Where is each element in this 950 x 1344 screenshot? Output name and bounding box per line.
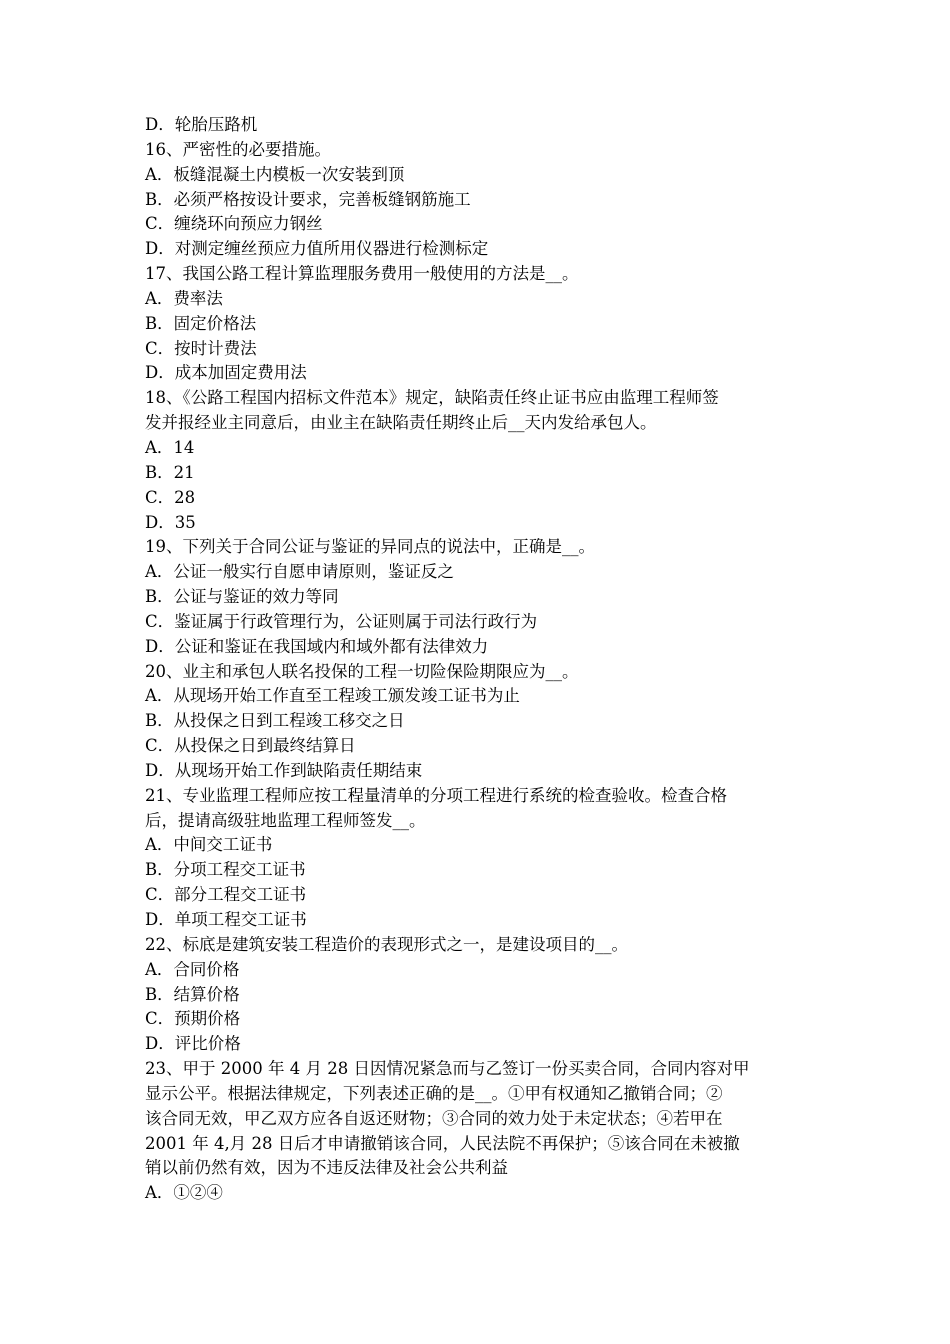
answer-option-line: C．部分工程交工证书 [145,885,307,905]
question-text-line: 2001 年 4,月 28 日后才申请撤销该合同，人民法院不再保护；⑤该合同在未被撤 [145,1133,740,1153]
answer-option-line: B．从投保之日到工程竣工移交之日 [145,711,405,731]
answer-option-line: D．单项工程交工证书 [145,910,307,929]
answer-option-line: D．公证和鉴证在我国域内和域外都有法律效力 [145,636,489,656]
question-text-line: 20、业主和承包人联名投保的工程一切险保险期限应为__。 [145,661,579,681]
document-page [145,113,810,1206]
question-text-line: 销以前仍然有效，因为不违反法律及社会公共利益 [145,1158,508,1178]
answer-option-line: D．轮胎压路机 [145,115,258,134]
answer-option-line: B．结算价格 [145,984,240,1004]
answer-option-line: C．按时计费法 [145,338,257,358]
question-text-line: 19、下列关于合同公证与鉴证的异同点的说法中，正确是__。 [145,537,595,557]
answer-option-line: A．①②④ [145,1183,223,1203]
question-text-line: 16、严密性的必要措施。 [145,139,331,159]
answer-option-line: A．中间交工证书 [145,835,273,855]
answer-option-line: D．35 [145,512,196,532]
question-text-line: 发并报经业主同意后，由业主在缺陷责任期终止后__天内发给承包人。 [145,413,657,433]
question-text-line: 后，提请高级驻地监理工程师签发__。 [145,810,426,830]
answer-option-line: A．合同价格 [145,959,240,979]
answer-option-line: C．预期价格 [145,1009,241,1029]
answer-option-line: C．28 [145,487,196,507]
question-text-line: 23、甲于 2000 年 4 月 28 日因情况紧急而与乙签订一份买卖合同，合同内容对甲 [145,1059,750,1079]
question-text-line: 22、标底是建筑安装工程造价的表现形式之一，是建设项目的__。 [145,934,628,954]
answer-option-line: A．板缝混凝土内模板一次安装到顶 [145,164,405,184]
answer-option-line: B．固定价格法 [145,313,257,333]
answer-option-line: A．公证一般实行自愿申请原则，鉴证反之 [145,562,454,582]
question-text-line: 显示公平。根据法律规定，下列表述正确的是__。①甲有权通知乙撤销合同；② [145,1083,723,1103]
answer-option-line: D．评比价格 [145,1034,241,1054]
answer-option-line: D．从现场开始工作到缺陷责任期结束 [145,760,423,780]
answer-option-line: C．缠绕环向预应力钢丝 [145,214,323,234]
answer-option-line: B．必须严格按设计要求，完善板缝钢筋施工 [145,189,471,209]
answer-option-line: C．从投保之日到最终结算日 [145,736,356,756]
answer-option-line: B．21 [145,462,195,482]
answer-option-line: B．分项工程交工证书 [145,860,306,880]
answer-option-line: A．从现场开始工作直至工程竣工颁发竣工证书为止 [145,686,520,706]
answer-option-line: B．公证与鉴证的效力等同 [145,587,339,607]
answer-option-line: A．费率法 [145,288,223,308]
answer-option-line: D．对测定缠丝预应力值所用仪器进行检测标定 [145,239,489,259]
question-text-line: 21、专业监理工程师应按工程量清单的分项工程进行系统的检查验收。检查合格 [145,785,727,805]
answer-option-line: C．鉴证属于行政管理行为，公证则属于司法行政行为 [145,611,538,631]
question-text-line: 18、《公路工程国内招标文件范本》规定，缺陷责任终止证书应由监理工程师签 [145,388,719,408]
answer-option-line: A．14 [145,437,195,457]
question-text-line: 该合同无效，甲乙双方应各自返还财物；③合同的效力处于未定状态；④若甲在 [145,1108,723,1128]
answer-option-line: D．成本加固定费用法 [145,363,307,383]
question-text-line: 17、我国公路工程计算监理服务费用一般使用的方法是__。 [145,264,579,284]
